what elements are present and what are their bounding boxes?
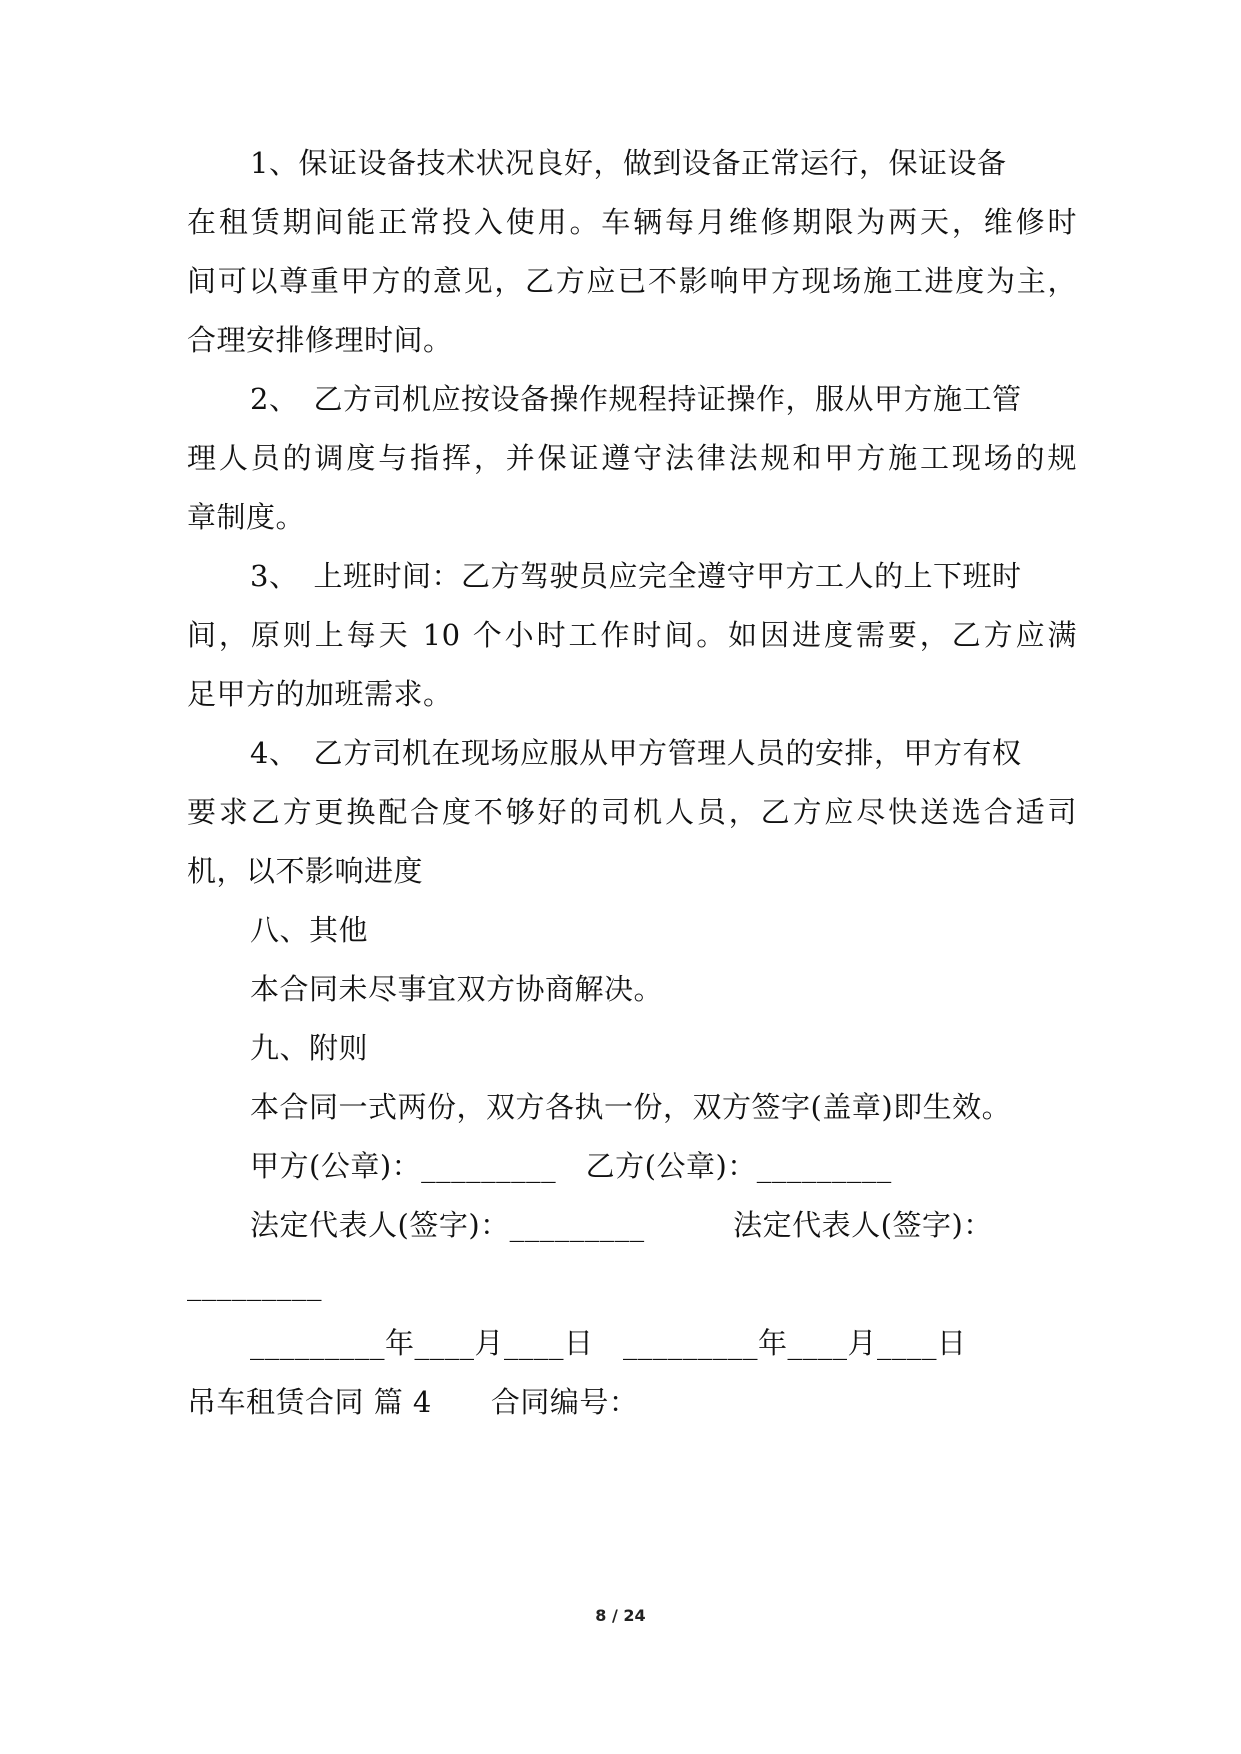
section-heading-appendix: 九、附则 [250,1031,369,1065]
text-line-clause-4: 4、 乙方司机在现场应服从甲方管理人员的安排，甲方有权 [250,736,1022,770]
text-line: 间，原则上每天 10 个小时工作时间。如因进度需要，乙方应满 [187,618,1077,652]
text-line-clause-3: 3、 上班时间：乙方驾驶员应完全遵守甲方工人的上下班时 [250,559,1022,593]
text-line: 本合同未尽事宜双方协商解决。 [250,972,664,1006]
signature-line-representatives: 法定代表人(签字)：_________ 法定代表人(签字)： [250,1208,993,1242]
text-line: 间可以尊重甲方的意见，乙方应已不影响甲方现场施工进度为主， [187,264,1077,298]
text-line: 机，以不影响进度 [187,854,424,888]
text-line: 合理安排修理时间。 [187,323,453,357]
page-number: 8 / 24 [595,1606,646,1625]
contract-heading-line: 吊车租赁合同 篇 4 合同编号： [187,1385,639,1419]
signature-line-parties: 甲方(公章)：_________ 乙方(公章)：_________ [250,1149,892,1183]
text-line-clause-2: 2、 乙方司机应按设备操作规程持证操作，服从甲方施工管 [250,382,1022,416]
date-line: _________年____月____日 _________年____月____日 [250,1326,967,1360]
section-heading-other: 八、其他 [250,913,369,947]
text-line: 在租赁期间能正常投入使用。车辆每月维修期限为两天，维修时 [187,205,1077,239]
signature-blank: _________ [187,1267,322,1301]
text-line-clause-1: 1、保证设备技术状况良好，做到设备正常运行，保证设备 [250,146,1007,180]
text-line: 要求乙方更换配合度不够好的司机人员，乙方应尽快送选合适司 [187,795,1077,829]
text-line: 本合同一式两份，双方各执一份，双方签字(盖章)即生效。 [250,1090,1012,1124]
text-line: 足甲方的加班需求。 [187,677,453,711]
text-line: 理人员的调度与指挥，并保证遵守法律法规和甲方施工现场的规 [187,441,1077,475]
text-line: 章制度。 [187,500,306,534]
